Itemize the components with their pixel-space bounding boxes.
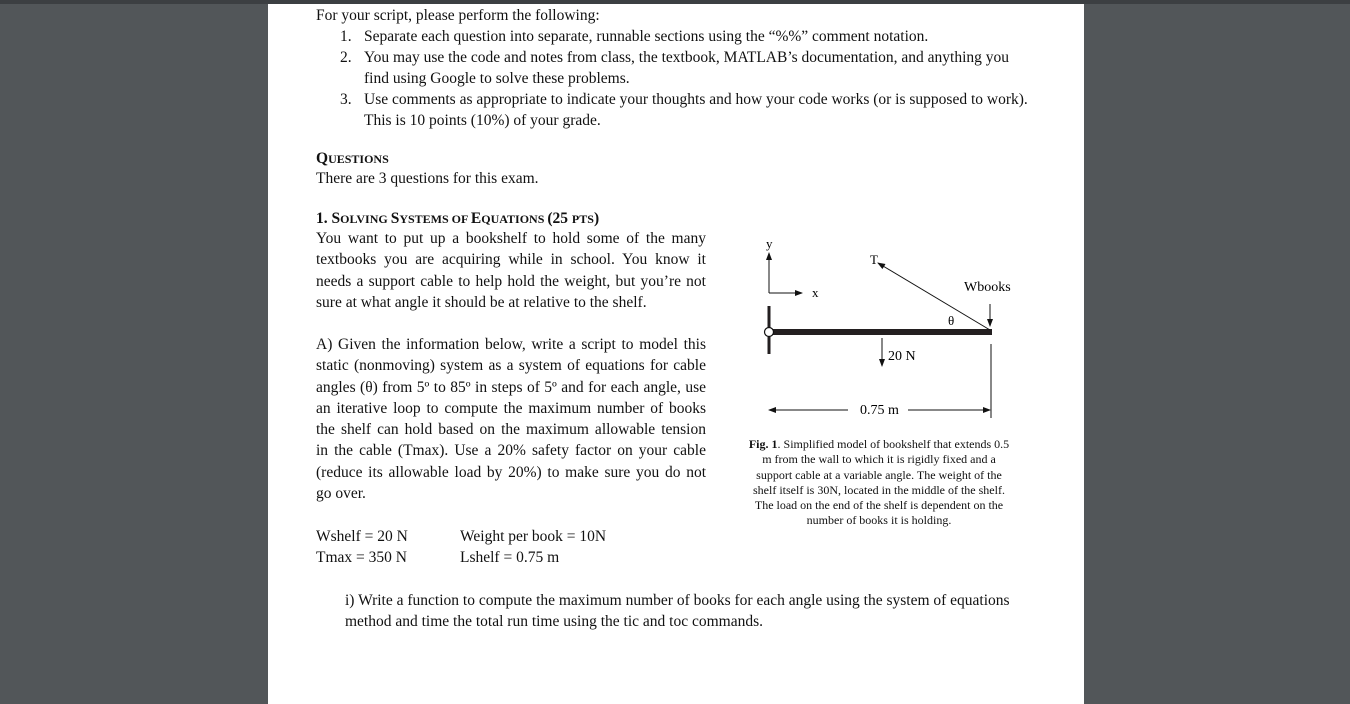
given-wshelf: Wshelf = 20 N: [316, 528, 408, 545]
paragraph-line: in the cable (Tmax). Use a 20% safety factor on your cable: [316, 442, 706, 460]
list-item-text: Separate each question into separate, runnable sections using the “%%” comment notation.: [364, 28, 929, 45]
paragraph-line: angles (θ) from 5º to 85º in steps of 5º and for each angle, use: [316, 378, 706, 396]
caption-line: . Simplified model of bookshelf that extends 0.5: [777, 437, 1010, 451]
cable-t: [878, 263, 990, 330]
shelf-weight-label: 20 N: [888, 349, 916, 364]
length-label: 0.75 m: [860, 403, 899, 418]
y-axis-label: y: [766, 236, 773, 251]
paragraph-line: an iterative loop to compute the maximum number of books: [316, 399, 706, 417]
caption-line: shelf itself is 30N, located in the middle of the shelf.: [753, 482, 1005, 497]
tension-label: T: [870, 252, 878, 267]
paragraph-line: static (nonmoving) system as a system of equations for cable: [316, 357, 706, 375]
list-item-text: This is 10 points (10%) of your grade.: [364, 112, 601, 129]
list-item-number: 1.: [340, 28, 352, 45]
caption-line: m from the wall to which it is rigidly fixed and a: [762, 452, 996, 467]
paragraph-line: A) Given the information below, write a script to model this: [316, 336, 706, 353]
paragraph-line: the shelf can hold based on the maximum allowable tension: [316, 421, 706, 439]
questions-heading: QUESTIONS: [316, 150, 389, 167]
list-item-text: Use comments as appropriate to indicate your thoughts and how your code works (or is supposed to work).: [364, 91, 1028, 108]
paragraph-line: go over.: [316, 485, 366, 503]
caption-line: The load on the end of the shelf is dependent on the: [754, 498, 1004, 513]
given-tmax: Tmax = 350 N: [316, 549, 407, 566]
part-a-paragraph: [316, 334, 706, 504]
list-item-number: 3.: [340, 91, 352, 108]
paragraph-line: (reduce its allowable load by 20%) to make sure you do not: [316, 463, 706, 481]
wbooks-label: Wbooks: [964, 280, 1011, 295]
question-1-heading: 1. SOLVING SYSTEMS OF EQUATIONS (25 PTS): [316, 210, 600, 227]
intro-lead: For your script, please perform the following:: [316, 7, 600, 24]
questions-intro-text: There are 3 questions for this exam.: [316, 170, 539, 187]
part-i-line: i) Write a function to compute the maximum number of books for each angle using the system of equations: [345, 592, 1010, 609]
given-weight-per-book: Weight per book = 10N: [460, 528, 607, 545]
part-i-line: method and time the total run time using the tic and toc commands.: [345, 613, 763, 630]
paragraph-line: You want to put up a bookshelf to hold some of the many: [316, 230, 706, 247]
paragraph-line: sure at what angle it should be at relative to the shelf.: [316, 293, 647, 311]
caption-line: number of books it is holding.: [806, 513, 952, 528]
list-item-number: 2.: [340, 49, 352, 66]
wall-pin: [765, 328, 774, 337]
given-lshelf: Lshelf = 0.75 m: [460, 549, 560, 566]
figure-caption: [729, 437, 1029, 529]
bookshelf-diagram: [748, 226, 1028, 426]
caption-line: support cable at a variable angle. The weight of the: [756, 467, 1002, 482]
document-page: [268, 4, 1084, 704]
paragraph-line: needs a support cable to help hold the weight, but you’re not: [316, 272, 706, 290]
list-item-text: You may use the code and notes from class, the textbook, MATLAB’s documentation, and anything you: [364, 49, 1010, 66]
question-1-paragraph: [316, 228, 706, 313]
caption-label: Fig. 1: [748, 437, 778, 451]
list-item-text: find using Google to solve these problems.: [364, 70, 630, 87]
x-axis-label: x: [812, 285, 819, 300]
theta-label: θ: [948, 313, 955, 328]
paragraph-line: textbooks you are acquiring while in school. You know it: [316, 251, 706, 269]
